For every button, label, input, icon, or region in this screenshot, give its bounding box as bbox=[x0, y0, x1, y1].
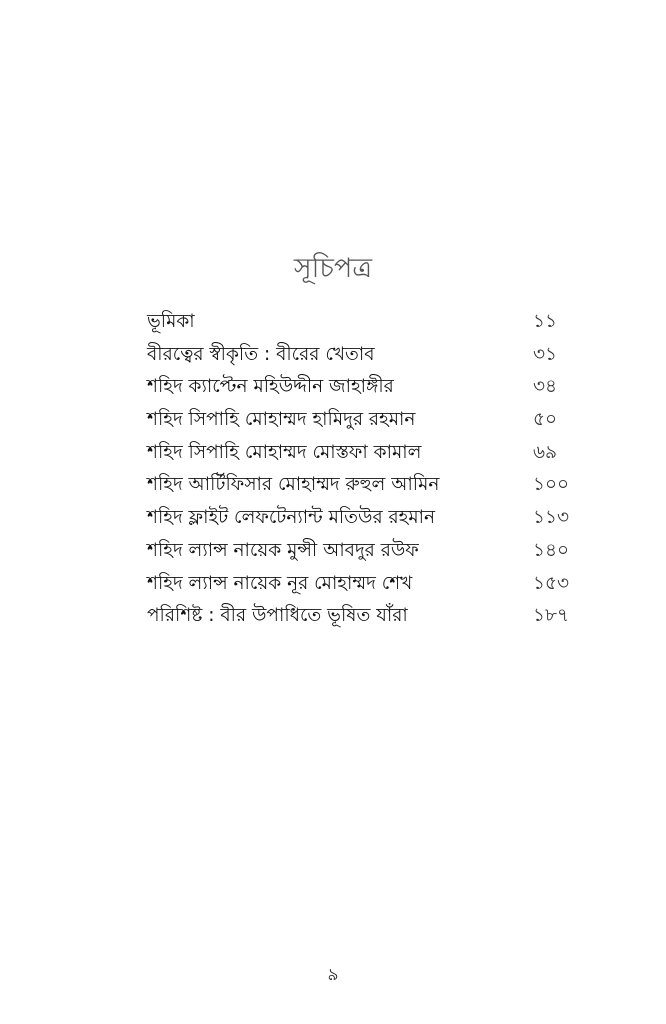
toc-entry-page: ১০০ bbox=[533, 474, 570, 496]
toc-entry-page: ৬৯ bbox=[533, 441, 558, 463]
toc-entry-page: ১৫৩ bbox=[533, 572, 570, 594]
toc-entry-title: ভূমিকা bbox=[147, 311, 195, 332]
toc-entry-title: শহিদ সিপাহি মোহাম্মদ মোস্তফা কামাল bbox=[147, 441, 422, 463]
toc-entry bbox=[147, 600, 587, 633]
toc-entry-page: ৫০ bbox=[533, 409, 558, 431]
toc-entry-page: ১১৩ bbox=[533, 507, 570, 529]
toc-entry bbox=[147, 306, 587, 339]
toc-entry bbox=[147, 404, 587, 437]
toc-entry-title: শহিদ ল্যান্স নায়েক মুন্সী আবদুর রউফ bbox=[147, 539, 419, 561]
toc-entry-page: ৩১ bbox=[533, 343, 558, 365]
toc-entry bbox=[147, 535, 587, 568]
page-title: সূচিপত্র bbox=[293, 253, 373, 284]
toc-entry-page: ৩৪ bbox=[533, 376, 558, 398]
toc-entry-title: শহিদ আর্টিফিসার মোহাম্মদ রুহুল আমিন bbox=[147, 474, 440, 496]
toc-entry-page: ১১ bbox=[533, 311, 558, 332]
table-of-contents bbox=[147, 306, 587, 633]
toc-entry-page: ১৪০ bbox=[533, 539, 570, 561]
toc-entry-title: শহিদ ফ্লাইট লেফটেন্যান্ট মতিউর রহমান bbox=[147, 507, 436, 529]
toc-entry-title: বীরত্বের স্বীকৃতি : বীরের খেতাব bbox=[147, 343, 375, 365]
toc-entry bbox=[147, 469, 587, 502]
toc-entry-title: শহিদ ল্যান্স নায়েক নূর মোহাম্মদ শেখ bbox=[147, 572, 413, 594]
toc-entry-title: শহিদ সিপাহি মোহাম্মদ হামিদুর রহমান bbox=[147, 409, 416, 431]
page-number: ৯ bbox=[327, 965, 339, 985]
toc-entry bbox=[147, 371, 587, 404]
toc-entry-title: শহিদ ক্যাপ্টেন মহিউদ্দীন জাহাঙ্গীর bbox=[147, 376, 394, 398]
toc-entry bbox=[147, 502, 587, 535]
toc-entry bbox=[147, 437, 587, 470]
toc-entry-page: ১৮৭ bbox=[533, 605, 570, 627]
toc-entry-title: পরিশিষ্ট : বীর উপাধিতে ভূষিত যাঁরা bbox=[147, 605, 408, 627]
toc-entry bbox=[147, 568, 587, 601]
toc-entry bbox=[147, 339, 587, 372]
